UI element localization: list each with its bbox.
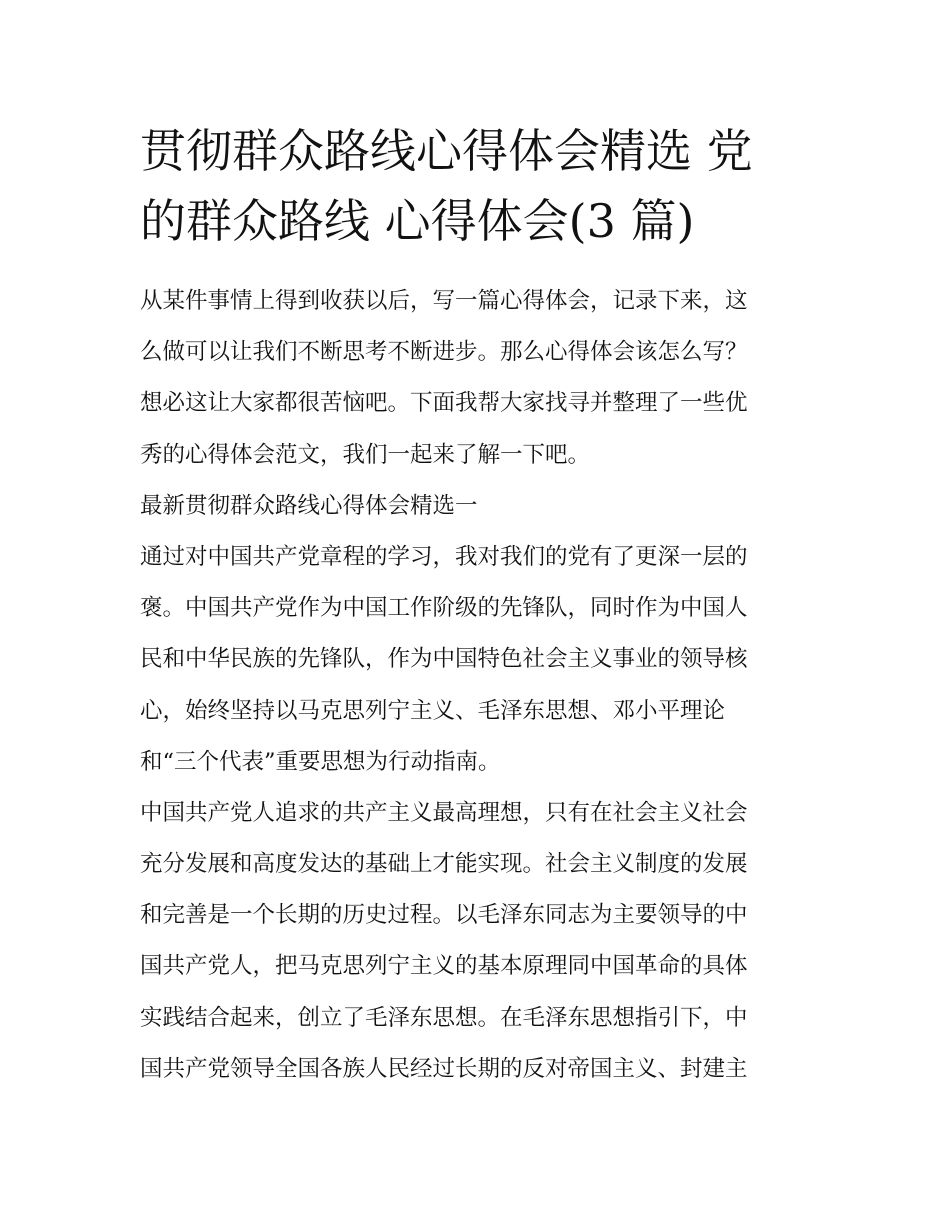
document-body <box>140 276 820 1095</box>
text-line: 国共产党领导全国各族人民经过长期的反对帝国主义、封建主 <box>140 1055 748 1082</box>
document-title <box>140 116 820 256</box>
text-line: 秀的心得体会范文，我们一起来了解一下吧。 <box>140 441 591 468</box>
text-line: 想必这让大家都很苦恼吧。下面我帮大家找寻并整理了一些优 <box>140 390 748 417</box>
paragraph-2 <box>140 788 820 1095</box>
text-line: 实践结合起来，创立了毛泽东思想。在毛泽东思想指引下，中 <box>140 1004 748 1031</box>
title-line-2: 的群众路线 心得体会(3 篇) <box>140 194 695 248</box>
text-line: 心，始终坚持以马克思列宁主义、毛泽东思想、邓小平理论 <box>140 697 726 724</box>
section-heading: 最新贯彻群众路线心得体会精选一 <box>140 492 478 519</box>
text-line: 通过对中国共产党章程的学习，我对我们的党有了更深一层的 <box>140 543 748 570</box>
paragraph-1 <box>140 532 820 788</box>
text-line: 中国共产党人追求的共产主义最高理想，只有在社会主义社会 <box>140 799 748 826</box>
text-line: 和完善是一个长期的历史过程。以毛泽东同志为主要领导的中 <box>140 902 748 929</box>
text-line: 从某件事情上得到收获以后，写一篇心得体会，记录下来，这 <box>140 288 748 314</box>
text-line: 民和中华民族的先锋队，作为中国特色社会主义事业的领导核 <box>140 646 748 673</box>
text-line: 充分发展和高度发达的基础上才能实现。社会主义制度的发展 <box>140 851 748 878</box>
text-line: 褒。中国共产党作为中国工作阶级的先锋队，同时作为中国人 <box>140 595 748 622</box>
text-line: 国共产党人，把马克思列宁主义的基本原理同中国革命的具体 <box>140 953 748 980</box>
intro-paragraph <box>140 276 820 481</box>
text-line: 么做可以让我们不断思考不断进步。那么心得体会该怎么写？ <box>140 339 748 366</box>
text-line: 和“三个代表”重要思想为行动指南。 <box>140 748 501 775</box>
title-line-1: 贯彻群众路线心得体会精选 党 <box>140 124 753 178</box>
